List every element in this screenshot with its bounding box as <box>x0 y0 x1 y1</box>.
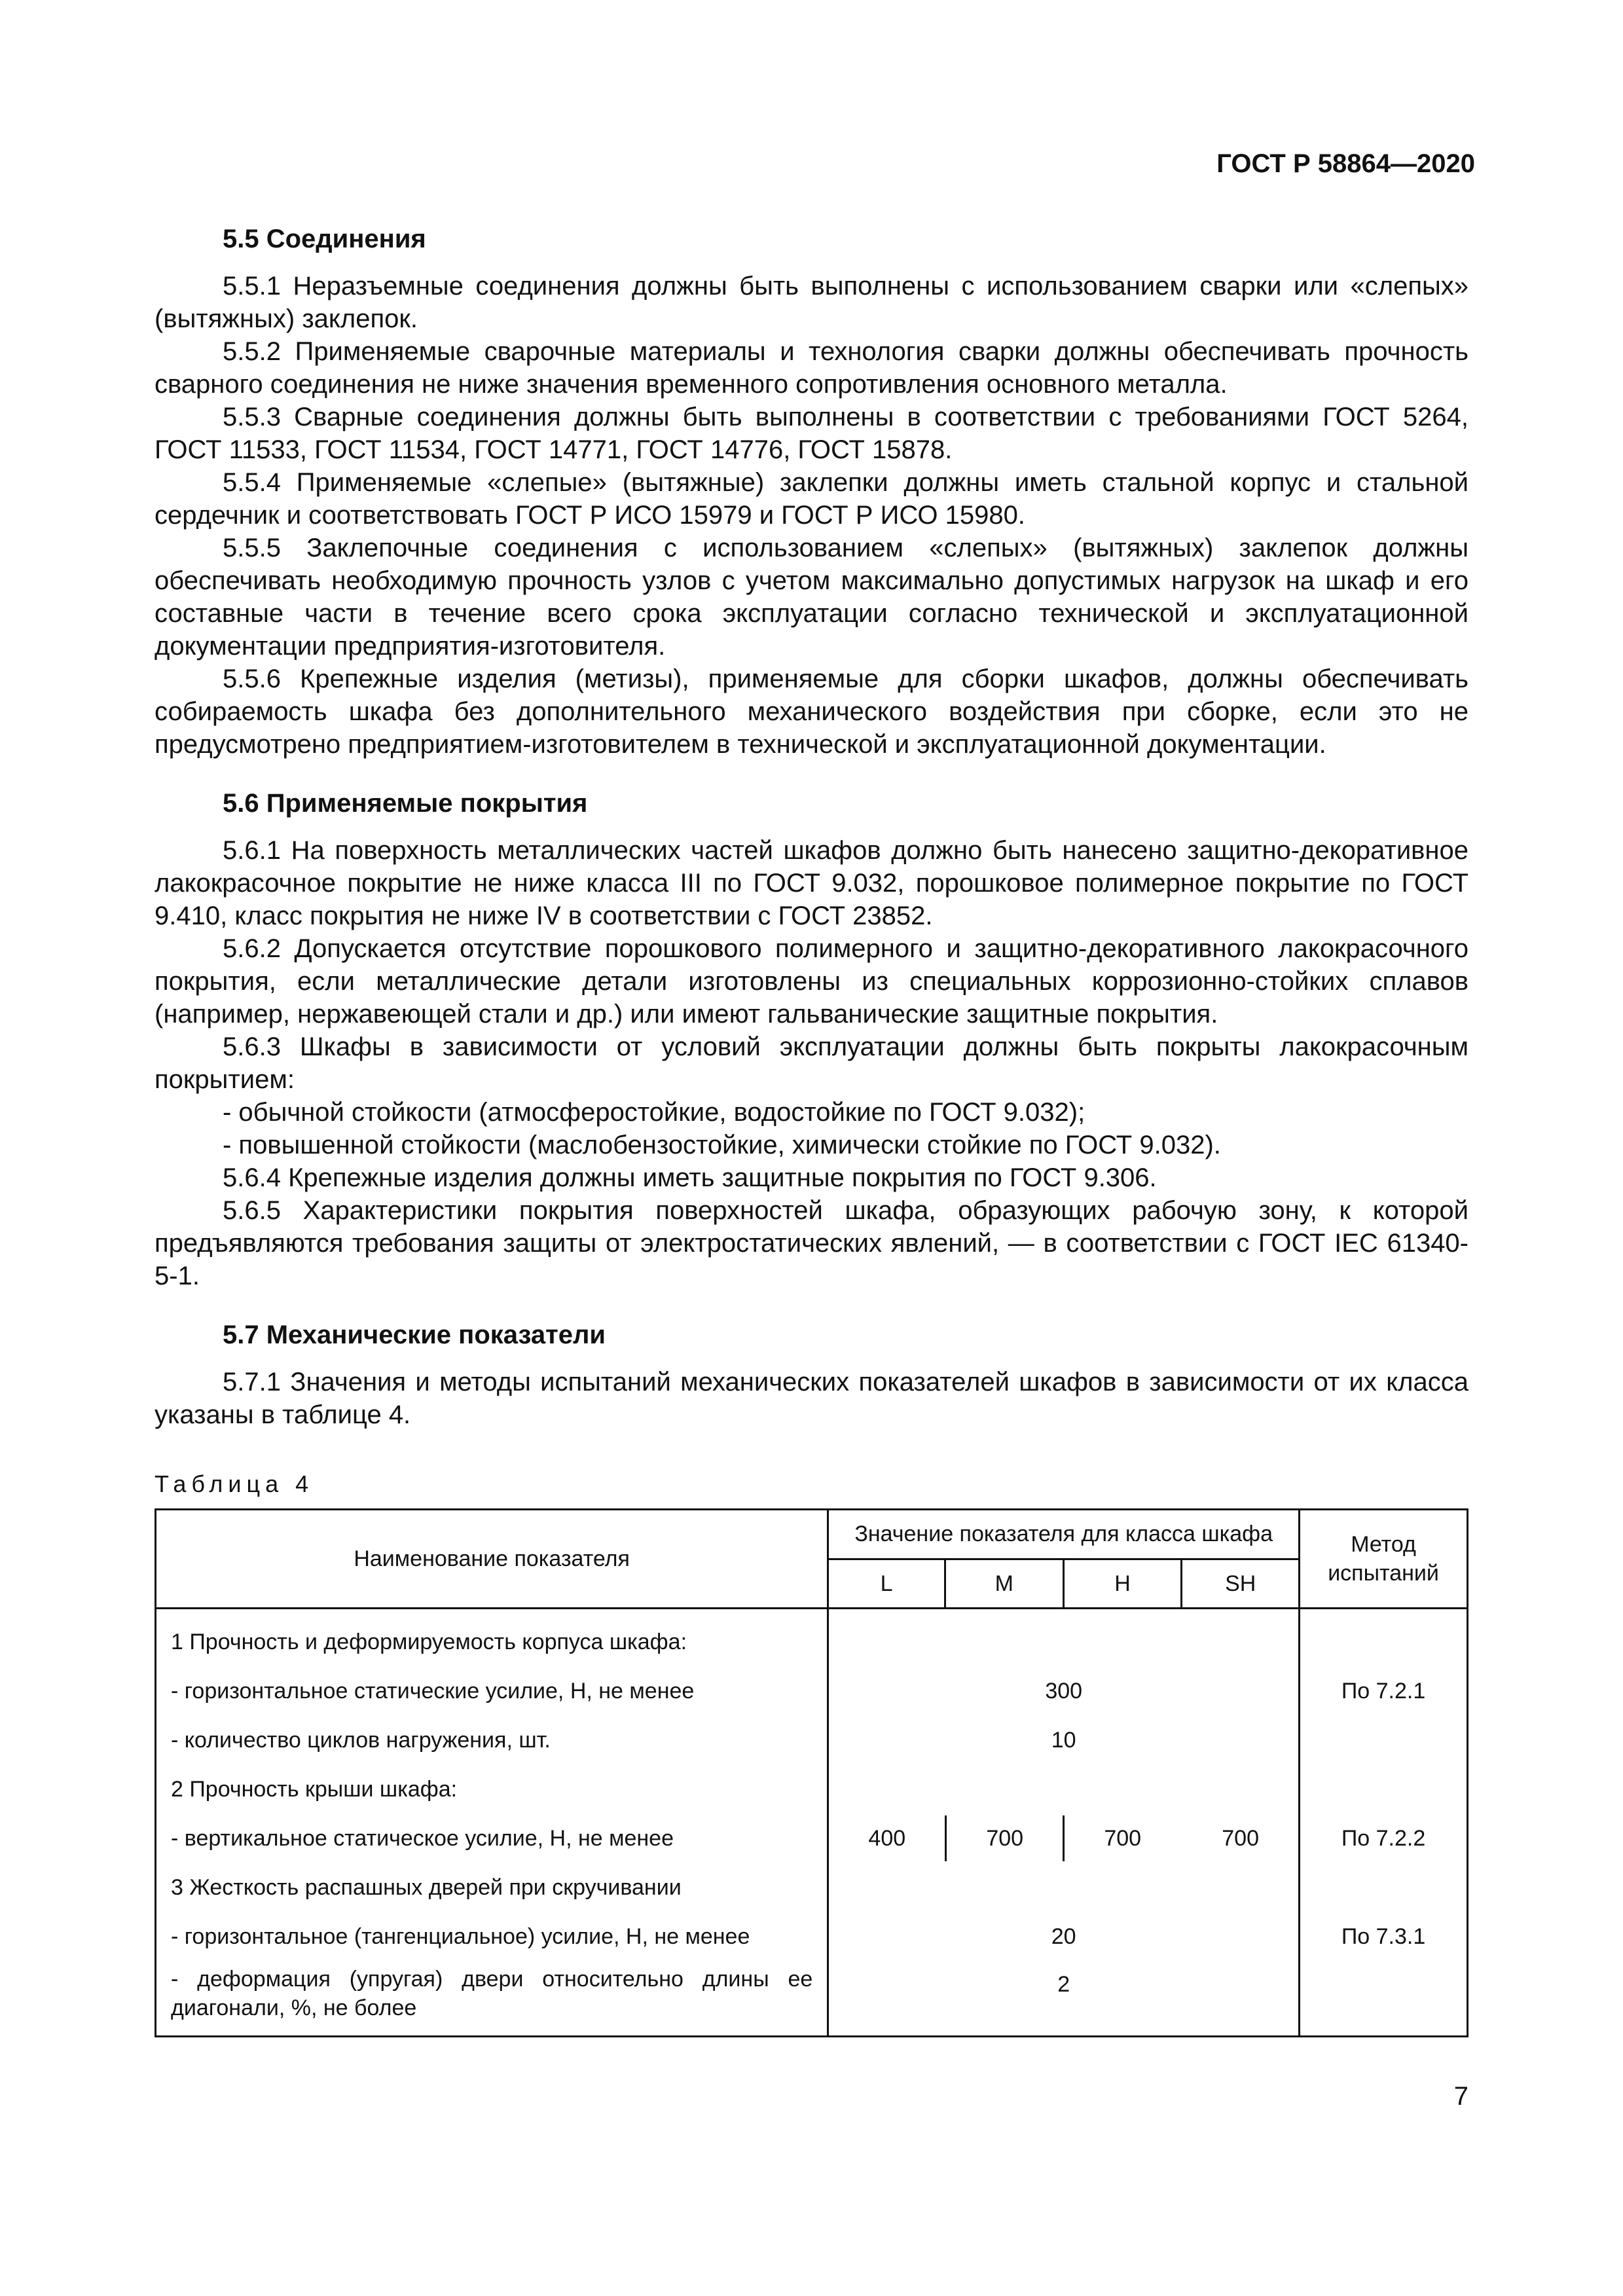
table-values-column <box>828 1609 1300 2037</box>
table-cell-value: 2 <box>1057 1972 1070 1997</box>
table-cell-empty <box>829 1764 1298 1813</box>
table-cell-method: По 7.3.1 <box>1341 1923 1426 1949</box>
paragraph-5-6-4: 5.6.4 Крепежные изделия должны иметь защитные покрытия по ГОСТ 9.306. <box>223 1163 1157 1192</box>
paragraph-5-5-6: 5.5.6 Крепежные изделия (метизы), применяемые для сборки шкафов, должны обеспечивать собираемость шкафа без дополнительного механического воздействия при сборке, если это не предусмотрено предприятием-изготовителем в технической и эксплуатационной документации. <box>155 665 1468 759</box>
paragraph-5-5-5: 5.5.5 Заклепочные соединения с использованием «слепых» (вытяжных) заклепок должны обеспечивать необходимую прочность узлов с учетом максимально допустимых нагрузок на шкаф и его составные части в течение всего срока эксплуатации согласно технической и эксплуатационной документации предприятия-изготовителя. <box>155 534 1468 661</box>
table-cell-value-l: 400 <box>868 1825 906 1851</box>
table-row: - горизонтальное статические усилие, Н, не менее <box>171 1678 695 1704</box>
section-title-5-5: 5.5 Соединения <box>223 225 426 253</box>
table-cell-empty <box>829 1617 1298 1666</box>
table-row: - горизонтальное (тангенциальное) усилие, Н, не менее <box>171 1923 750 1949</box>
document-id: ГОСТ Р 58864—2020 <box>1216 149 1475 178</box>
list-item: - обычной стойкости (атмосферостойкие, водостойкие по ГОСТ 9.032); <box>223 1098 1085 1127</box>
table-caption: Таблица 4 <box>155 1470 314 1497</box>
table-cell-empty <box>829 1863 1298 1912</box>
header-value-group: Значение показателя для класса шкафа <box>828 1510 1300 1559</box>
table-cell-empty <box>1300 1961 1467 2010</box>
header-class-sh: SH <box>1182 1559 1300 1609</box>
paragraph-5-6-5: 5.6.5 Характеристики покрытия поверхностей шкафа, образующих рабочую зону, к которой предъявляются требования защиты от электростатических явлений, — в соответствии с ГОСТ IEC 61340-5-1. <box>155 1196 1468 1290</box>
table-cell-value-sh: 700 <box>1222 1825 1259 1851</box>
paragraph-5-5-4: 5.5.4 Применяемые «слепые» (вытяжные) заклепки должны иметь стальной корпус и стальной сердечник и соответствовать ГОСТ Р ИСО 15979 и ГОСТ Р ИСО 15980. <box>155 468 1468 530</box>
paragraph-5-5-1: 5.5.1 Неразъемные соединения должны быть выполнены с использованием сварки или «слепых» (вытяжных) заклепок. <box>155 272 1468 333</box>
document-body <box>155 223 1468 2037</box>
table-row: 1 Прочность и деформируемость корпуса шкафа: <box>171 1629 687 1654</box>
paragraph-5-5-3: 5.5.3 Сварные соединения должны быть выполнены в соответствии с требованиями ГОСТ 5264, ГОСТ 11533, ГОСТ 11534, ГОСТ 14771, ГОСТ 14776, ГОСТ 15878. <box>155 403 1468 464</box>
table-cell-value-h: 700 <box>1104 1825 1142 1851</box>
paragraph-5-6-2: 5.6.2 Допускается отсутствие порошкового полимерного и защитно-декоративного лакокрасочного покрытия, если металлические детали изготовлены из специальных коррозионно-стойких сплавов (например, нержавеющей стали и др.) или имеют гальванические защитные покрытия. <box>155 934 1468 1029</box>
table-row: - вертикальное статическое усилие, Н, не менее <box>171 1825 674 1851</box>
header-class-l: L <box>828 1559 945 1609</box>
table-cell-class-values <box>829 1813 1298 1863</box>
table-row: 2 Прочность крыши шкафа: <box>171 1776 458 1802</box>
table-cell-value-m: 700 <box>986 1825 1024 1851</box>
table-cell-method: По 7.2.1 <box>1341 1678 1426 1704</box>
paragraph-5-5-2: 5.5.2 Применяемые сварочные материалы и технология сварки должны обеспечивать прочность сварного соединения не ниже значения временного сопротивления основного металла. <box>155 337 1468 399</box>
table-cell-empty <box>1300 1715 1467 1764</box>
table-names-column <box>156 1609 828 2037</box>
paragraph-5-7-1: 5.7.1 Значения и методы испытаний механических показателей шкафов в зависимости от их класса указаны в таблице 4. <box>155 1368 1468 1429</box>
header-class-h: H <box>1063 1559 1182 1609</box>
section-title-5-6: 5.6 Применяемые покрытия <box>223 789 588 818</box>
table-row: - деформация (упругая) двери относительно длины ее диагонали, %, не более <box>171 1967 813 2020</box>
list-item: - повышенной стойкости (маслобензостойкие, химически стойкие по ГОСТ 9.032). <box>223 1131 1221 1159</box>
section-title-5-7: 5.7 Механические показатели <box>223 1321 606 1349</box>
table-cell-empty <box>1300 1764 1467 1813</box>
table-cell-empty <box>1300 1863 1467 1912</box>
header-parameter-name: Наименование показателя <box>156 1510 828 1609</box>
paragraph-5-6-1: 5.6.1 На поверхность металлических частей шкафов должно быть нанесено защитно-декоративное лакокрасочное покрытие не ниже класса III по ГОСТ 9.032, порошковое полимерное покрытие по ГОСТ 9.410, класс покрытия не ниже IV в соответствии с ГОСТ 23852. <box>155 836 1468 930</box>
table-method-column <box>1300 1609 1468 2037</box>
table-cell-value: 20 <box>1051 1923 1076 1949</box>
table-cell-method: По 7.2.2 <box>1341 1825 1426 1851</box>
page-number: 7 <box>1453 2082 1468 2111</box>
paragraph-5-6-3: 5.6.3 Шкафы в зависимости от условий эксплуатации должны быть покрыты лакокрасочным покрытием: <box>155 1032 1468 1094</box>
table-row: - количество циклов нагружения, шт. <box>171 1727 551 1753</box>
table-cell-empty <box>1300 1617 1467 1666</box>
header-class-m: M <box>945 1559 1063 1609</box>
table-cell-value: 300 <box>1045 1678 1083 1704</box>
table-row: 3 Жесткость распашных дверей при скручивании <box>171 1874 682 1900</box>
header-test-method: Метод испытаний <box>1300 1510 1468 1609</box>
table-4 <box>155 1508 1468 2037</box>
table-cell-value: 10 <box>1051 1727 1076 1753</box>
